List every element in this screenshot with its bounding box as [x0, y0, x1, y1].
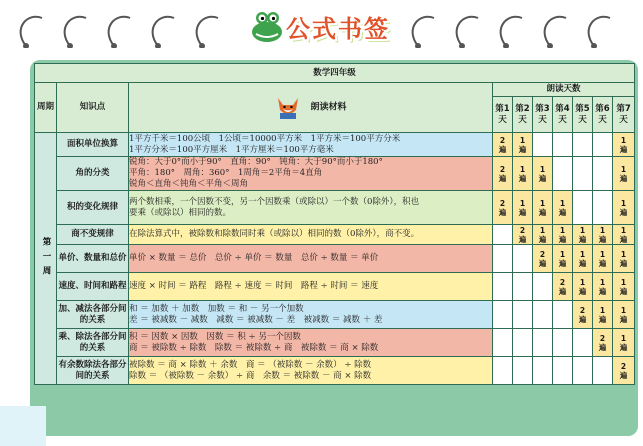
read-unit: 遍	[538, 258, 547, 268]
read-unit: 遍	[619, 370, 628, 380]
day-cell	[593, 357, 613, 385]
day-cell	[613, 357, 635, 385]
table-row	[35, 157, 635, 191]
day-cell	[513, 273, 533, 301]
read-unit: 遍	[619, 144, 628, 154]
read-count: 1	[519, 164, 526, 174]
read-unit: 遍	[558, 286, 567, 296]
material-line: 锐角＜直角＜钝角＜平角＜周角	[129, 179, 249, 189]
day-cell	[493, 191, 513, 225]
reading-material	[129, 191, 493, 225]
day-cell	[513, 245, 533, 273]
day-cell	[513, 133, 533, 157]
table-row	[35, 301, 635, 329]
day-cell	[533, 329, 553, 357]
reading-material	[129, 245, 493, 273]
read-unit: 遍	[558, 234, 567, 244]
read-unit: 遍	[578, 258, 587, 268]
read-count: 2	[579, 305, 586, 315]
read-unit: 遍	[598, 286, 607, 296]
read-count: 1	[539, 164, 546, 174]
day-cell	[533, 301, 553, 329]
read-count: 2	[539, 249, 546, 259]
read-unit: 遍	[619, 173, 628, 183]
day-cell	[493, 157, 513, 191]
material-line: 差 ＝ 被减数 － 减数 减数 ＝ 被减数 － 差 被减数 ＝ 减数 ＋ 差	[129, 314, 383, 325]
material-line: 平角：180° 周角：360° 1周角＝2平角＝4直角	[129, 168, 323, 178]
day-cell	[553, 301, 573, 329]
day-cell	[493, 245, 513, 273]
material-line: 单价 × 数量 ＝ 总价 总价 ÷ 单价 ＝ 数量 总价 ÷ 数量 ＝ 单价	[129, 253, 379, 263]
day-cell	[593, 301, 613, 329]
day-cell	[573, 191, 593, 225]
period-header: 周期	[35, 83, 57, 133]
read-unit: 遍	[518, 144, 527, 154]
read-count: 1	[620, 277, 627, 287]
day-cell	[513, 157, 533, 191]
material-line: 和 ＝ 加数 ＋ 加数 加数 ＝ 和 － 另一个加数	[129, 303, 304, 314]
reading-material	[129, 329, 493, 357]
day-cell	[573, 245, 593, 273]
day-cell	[613, 273, 635, 301]
day-cell	[573, 225, 593, 245]
day-cell	[533, 191, 553, 225]
read-unit: 遍	[538, 234, 547, 244]
read-unit: 遍	[518, 173, 527, 183]
material-line: 被除数 ＝ 商 × 除数 ＋ 余数 商 ＝ （被除数 － 余数） ÷ 除数	[129, 359, 372, 370]
corner-tab	[0, 406, 46, 446]
material-line: 商 ＝ 被除数 ÷ 除数 除数 ＝ 被除数 ÷ 商 被除数 ＝ 商 × 除数	[129, 342, 379, 353]
read-unit: 遍	[498, 173, 507, 183]
read-count: 2	[519, 225, 526, 235]
read-count: 2	[499, 198, 506, 208]
day-cell	[553, 329, 573, 357]
read-count: 1	[620, 198, 627, 208]
knowledge-point: 面积单位换算	[57, 133, 129, 157]
day-cell	[613, 245, 635, 273]
day-cell	[493, 357, 513, 385]
day-2-header: 第2天	[513, 97, 533, 133]
day-cell	[573, 357, 593, 385]
read-count: 1	[519, 135, 526, 145]
table-row	[35, 245, 635, 273]
read-unit: 遍	[598, 314, 607, 324]
day-cell	[593, 273, 613, 301]
day-cell	[573, 273, 593, 301]
read-count: 1	[620, 164, 627, 174]
day-cell	[553, 225, 573, 245]
day-cell	[593, 157, 613, 191]
page-title: 公式书签	[286, 13, 390, 43]
read-count: 2	[599, 333, 606, 343]
table-row	[35, 329, 635, 357]
knowledge-point: 有余数除法各部分间的关系	[57, 357, 129, 385]
read-count: 1	[519, 198, 526, 208]
day-cell	[593, 133, 613, 157]
read-count: 1	[559, 198, 566, 208]
reading-material	[129, 301, 493, 329]
day-cell	[593, 329, 613, 357]
knowledge-point: 速度、时间和路程	[57, 273, 129, 301]
day-cell	[493, 329, 513, 357]
read-unit: 遍	[619, 207, 628, 217]
read-unit: 遍	[619, 286, 628, 296]
day-cell	[513, 357, 533, 385]
read-unit: 遍	[578, 234, 587, 244]
day-cell	[533, 357, 553, 385]
read-count: 2	[499, 135, 506, 145]
table-row	[35, 191, 635, 225]
day-cell	[493, 133, 513, 157]
read-unit: 遍	[578, 314, 587, 324]
table-row	[35, 225, 635, 245]
knowledge-point: 乘、除法各部分间的关系	[57, 329, 129, 357]
day-4-header: 第4天	[553, 97, 573, 133]
read-unit: 遍	[598, 234, 607, 244]
read-count: 1	[579, 225, 586, 235]
read-unit: 遍	[598, 342, 607, 352]
day-cell	[493, 225, 513, 245]
reading-material	[129, 133, 493, 157]
read-count: 1	[559, 249, 566, 259]
period-cell: 第一周	[35, 133, 57, 385]
read-count: 1	[579, 277, 586, 287]
day-5-header: 第5天	[573, 97, 593, 133]
crocodile-mascot-icon	[248, 8, 286, 44]
read-count: 1	[620, 225, 627, 235]
read-unit: 遍	[518, 207, 527, 217]
day-7-header: 第7天	[613, 97, 635, 133]
day-cell	[573, 133, 593, 157]
day-cell	[573, 157, 593, 191]
material-line: 1平方分米＝100平方厘米 1平方厘米＝100平方毫米	[129, 144, 334, 155]
read-unit: 遍	[558, 258, 567, 268]
read-unit: 遍	[518, 234, 527, 244]
material-line: 要乘（或除以）相同的数。	[129, 207, 232, 218]
read-unit: 遍	[538, 207, 547, 217]
read-count: 1	[539, 225, 546, 235]
read-unit: 遍	[619, 342, 628, 352]
day-cell	[613, 191, 635, 225]
day-cell	[513, 301, 533, 329]
day-cell	[533, 225, 553, 245]
read-unit: 遍	[619, 314, 628, 324]
title-area	[248, 4, 390, 48]
read-count: 1	[620, 305, 627, 315]
material-line: 两个数相乘，一个因数不变，另一个因数乘（或除以）一个数（0除外），积也	[129, 196, 420, 207]
day-cell	[553, 191, 573, 225]
read-unit: 遍	[619, 258, 628, 268]
reading-material	[129, 225, 493, 245]
read-count: 2	[559, 277, 566, 287]
knowledge-point: 加、减法各部分间的关系	[57, 301, 129, 329]
day-6-header: 第6天	[593, 97, 613, 133]
material-line: 除数 ＝ （被除数 － 余数） ÷ 商 余数 ＝ 被除数 － 商 × 除数	[129, 370, 372, 381]
day-cell	[513, 225, 533, 245]
day-cell	[573, 329, 593, 357]
material-header: 朗读材料	[129, 83, 493, 133]
day-cell	[513, 191, 533, 225]
knowledge-point: 单价、数量和总价	[57, 245, 129, 273]
read-unit: 遍	[558, 207, 567, 217]
day-cell	[513, 329, 533, 357]
knowledge-point: 商不变规律	[57, 225, 129, 245]
reading-material	[129, 357, 493, 385]
table-row	[35, 133, 635, 157]
read-count: 1	[620, 135, 627, 145]
knowledge-point: 积的变化规律	[57, 191, 129, 225]
material-line: 积 ＝ 因数 × 因数 因数 ＝ 积 ÷ 另一个因数	[129, 331, 301, 342]
read-count: 1	[559, 225, 566, 235]
read-count: 1	[599, 277, 606, 287]
knowledge-point: 角的分类	[57, 157, 129, 191]
read-count: 1	[599, 249, 606, 259]
day-cell	[593, 245, 613, 273]
read-count: 1	[599, 225, 606, 235]
material-line: 1平方千米＝100公顷 1公顷＝10000平方米 1平方米＝100平方分米	[129, 133, 401, 144]
day-cell	[593, 225, 613, 245]
table-row	[35, 357, 635, 385]
table-row	[35, 273, 635, 301]
day-cell	[613, 225, 635, 245]
day-cell	[533, 133, 553, 157]
reading-material	[129, 273, 493, 301]
knowledge-header: 知识点	[57, 83, 129, 133]
read-unit: 遍	[619, 234, 628, 244]
day-cell	[573, 301, 593, 329]
material-line: 锐角：大于0°而小于90° 直角：90° 钝角：大于90°而小于180°	[129, 157, 383, 167]
day-3-header: 第3天	[533, 97, 553, 133]
read-unit: 遍	[498, 207, 507, 217]
day-cell	[493, 301, 513, 329]
grade-heading: 数学四年级	[35, 64, 635, 83]
day-cell	[533, 273, 553, 301]
day-cell	[613, 301, 635, 329]
read-unit: 遍	[498, 144, 507, 154]
read-count: 1	[620, 249, 627, 259]
read-unit: 遍	[578, 286, 587, 296]
read-count: 1	[620, 333, 627, 343]
read-unit: 遍	[538, 173, 547, 183]
day-cell	[613, 329, 635, 357]
read-unit: 遍	[598, 258, 607, 268]
day-cell	[533, 245, 553, 273]
fox-reading-icon	[274, 96, 302, 120]
reading-material	[129, 157, 493, 191]
day-cell	[553, 273, 573, 301]
day-cell	[553, 157, 573, 191]
read-count: 1	[579, 249, 586, 259]
read-count: 1	[599, 305, 606, 315]
day-cell	[613, 157, 635, 191]
day-cell	[553, 357, 573, 385]
day-1-header: 第1天	[493, 97, 513, 133]
read-count: 2	[620, 361, 627, 371]
day-cell	[553, 133, 573, 157]
day-cell	[493, 273, 513, 301]
day-cell	[553, 245, 573, 273]
day-cell	[593, 191, 613, 225]
material-line: 速度 × 时间 ＝ 路程 路程 ÷ 速度 ＝ 时间 路程 ÷ 时间 ＝ 速度	[129, 281, 379, 291]
day-cell	[533, 157, 553, 191]
reading-schedule-table	[34, 63, 635, 385]
material-line: 在除法算式中，被除数和除数同时乘（或除以）相同的数（0除外），商不变。	[129, 229, 420, 239]
read-count: 2	[499, 164, 506, 174]
read-count: 1	[539, 198, 546, 208]
day-cell	[613, 133, 635, 157]
days-header: 朗读天数	[493, 83, 635, 97]
